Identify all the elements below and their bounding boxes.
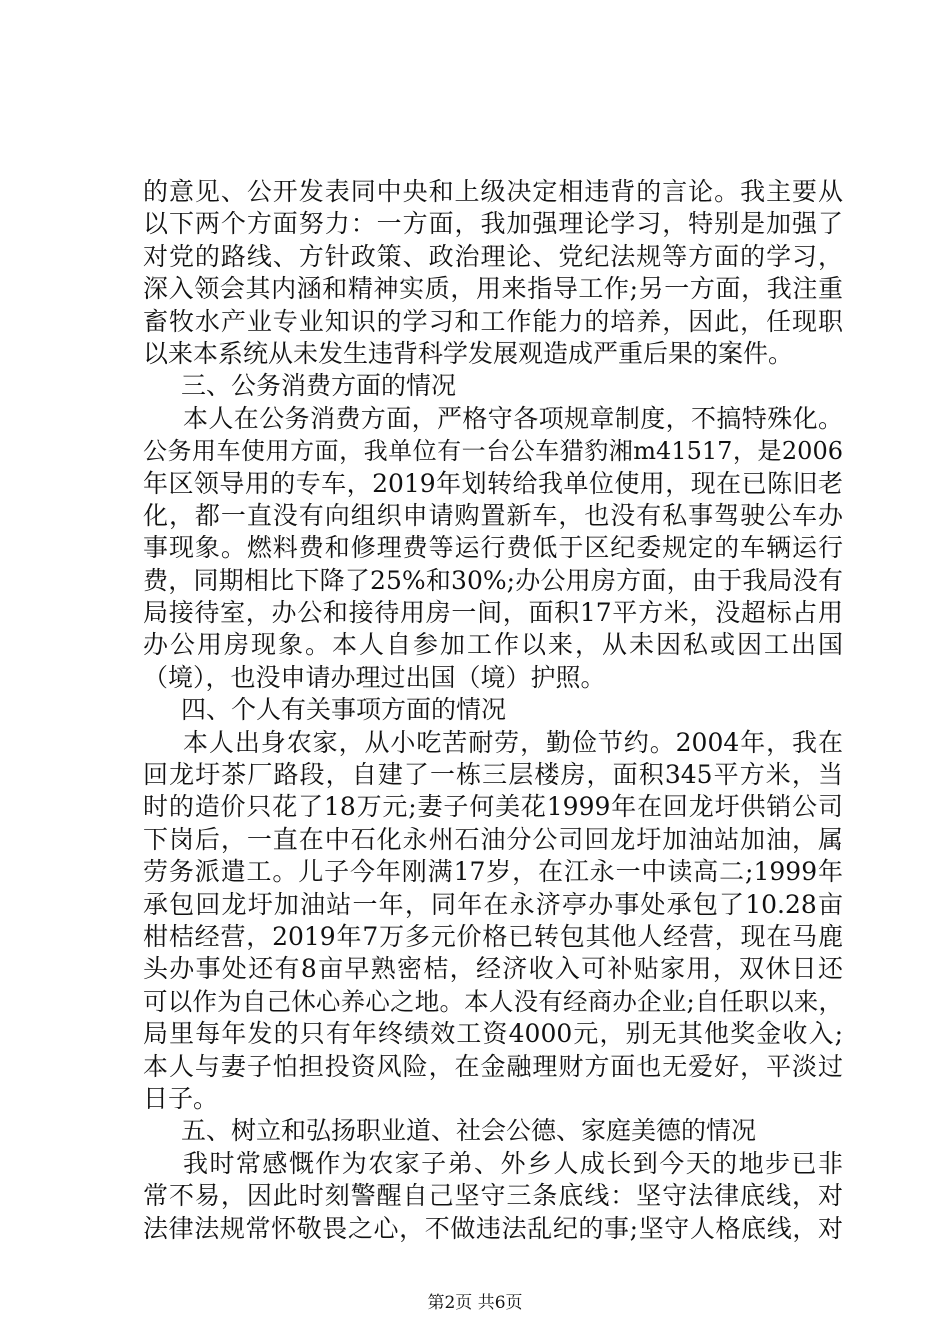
text-line: 以下两个方面努力：一方面，我加强理论学习，特别是加强了 bbox=[143, 209, 843, 239]
text-line: 日子。 bbox=[143, 1083, 219, 1113]
text-line: 事现象。燃料费和修理费等运行费低于区纪委规定的车辆运行 bbox=[143, 533, 843, 563]
section-heading: 四、个人有关事项方面的情况 bbox=[181, 695, 507, 725]
text-line: 头办事处还有8亩早熟密桔，经济收入可补贴家用，双休日还 bbox=[143, 954, 843, 984]
text-line: 局里每年发的只有年终绩效工资4000元，别无其他奖金收入; bbox=[143, 1019, 843, 1049]
text-line: 本人与妻子怕担投资风险，在金融理财方面也无爱好，平淡过 bbox=[143, 1051, 843, 1081]
text-line: 化，都一直没有向组织申请购置新车，也没有私事驾驶公车办 bbox=[143, 500, 843, 530]
text-line: 柑桔经营，2019年7万多元价格已转包其他人经营，现在马鹿 bbox=[143, 921, 843, 951]
text-line: 畜牧水产业专业知识的学习和工作能力的培养，因此，任现职 bbox=[143, 306, 843, 336]
text-line: 我时常感慨作为农家子弟、外乡人成长到今天的地步已非 bbox=[183, 1148, 843, 1178]
text-line: 深入领会其内涵和精神实质，用来指导工作;另一方面，我注重 bbox=[143, 274, 843, 304]
text-line: 的意见、公开发表同中央和上级决定相违背的言论。我主要从 bbox=[143, 177, 843, 206]
text-line: 可以作为自己休心养心之地。本人没有经商办企业;自任职以来， bbox=[143, 986, 843, 1016]
section-heading: 五、树立和弘扬职业道、社会公德、家庭美德的情况 bbox=[181, 1116, 757, 1146]
text-line: 办公用房现象。本人自参加工作以来，从未因私或因工出国 bbox=[143, 630, 843, 660]
text-line: 承包回龙圩加油站一年，同年在永济亭办事处承包了10.28亩 bbox=[143, 889, 843, 919]
text-line: 下岗后，一直在中石化永州石油分公司回龙圩加油站加油，属 bbox=[143, 824, 843, 854]
text-line: （境），也没申请办理过出国（境）护照。 bbox=[143, 662, 606, 692]
text-line: 以来本系统从未发生违背科学发展观造成严重后果的案件。 bbox=[143, 338, 794, 368]
page-footer: 第2页 共6页 bbox=[427, 1293, 523, 1313]
text-line: 本人在公务消费方面，严格守各项规章制度，不搞特殊化。 bbox=[183, 403, 843, 433]
text-line: 年区领导用的专车，2019年划转给我单位使用，现在已陈旧老 bbox=[143, 468, 843, 498]
text-line: 公务用车使用方面，我单位有一台公车猎豹湘m41517，是2006 bbox=[143, 437, 843, 466]
text-line: 劳务派遣工。儿子今年刚满17岁，在江永一中读高二;1999年 bbox=[143, 857, 843, 887]
text-line: 本人出身农家，从小吃苦耐劳，勤俭节约。2004年，我在 bbox=[183, 727, 843, 757]
text-line: 回龙圩茶厂路段，自建了一栋三层楼房，面积345平方米，当 bbox=[143, 760, 843, 790]
text-line: 时的造价只花了18万元;妻子何美花1999年在回龙圩供销公司 bbox=[143, 792, 843, 822]
text-line: 局接待室，办公和接待用房一间，面积17平方米，没超标占用 bbox=[143, 598, 843, 628]
text-line: 常不易，因此时刻警醒自己坚守三条底线：坚守法律底线，对 bbox=[143, 1181, 843, 1211]
text-line: 法律法规常怀敬畏之心，不做违法乱纪的事;坚守人格底线，对 bbox=[143, 1213, 843, 1243]
text-line: 费，同期相比下降了25%和30%;办公用房方面，由于我局没有 bbox=[143, 565, 843, 595]
text-line: 对党的路线、方针政策、政治理论、党纪法规等方面的学习， bbox=[143, 241, 843, 271]
body-text bbox=[143, 176, 843, 1245]
section-heading: 三、公务消费方面的情况 bbox=[181, 371, 457, 401]
